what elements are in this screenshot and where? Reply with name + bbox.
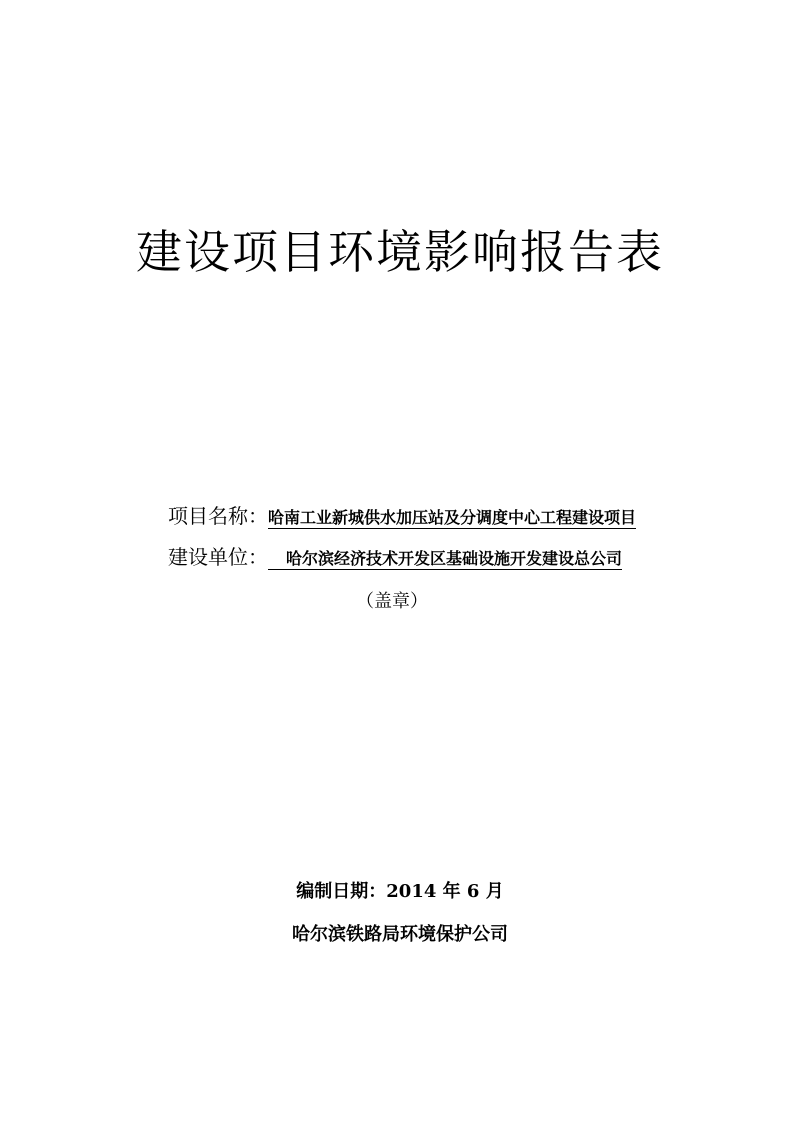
construction-unit-row bbox=[168, 543, 622, 573]
compiler-company: 哈尔滨铁路局环境保护公司 bbox=[292, 924, 508, 945]
project-name-value: 哈南工业新城供水加压站及分调度中心工程建设项目 bbox=[268, 508, 637, 527]
compile-date: 编制日期：2014 年 6 月 bbox=[296, 881, 504, 902]
construction-unit-label: 建设单位： bbox=[168, 545, 268, 569]
stamp-note: （盖章） bbox=[356, 591, 428, 612]
project-name-label: 项目名称： bbox=[168, 504, 268, 528]
report-title: 建设项目环境影响报告表 bbox=[136, 225, 664, 279]
construction-unit-value: 哈尔滨经济技术开发区基础设施开发建设总公司 bbox=[268, 549, 622, 570]
project-name-row bbox=[168, 502, 636, 532]
